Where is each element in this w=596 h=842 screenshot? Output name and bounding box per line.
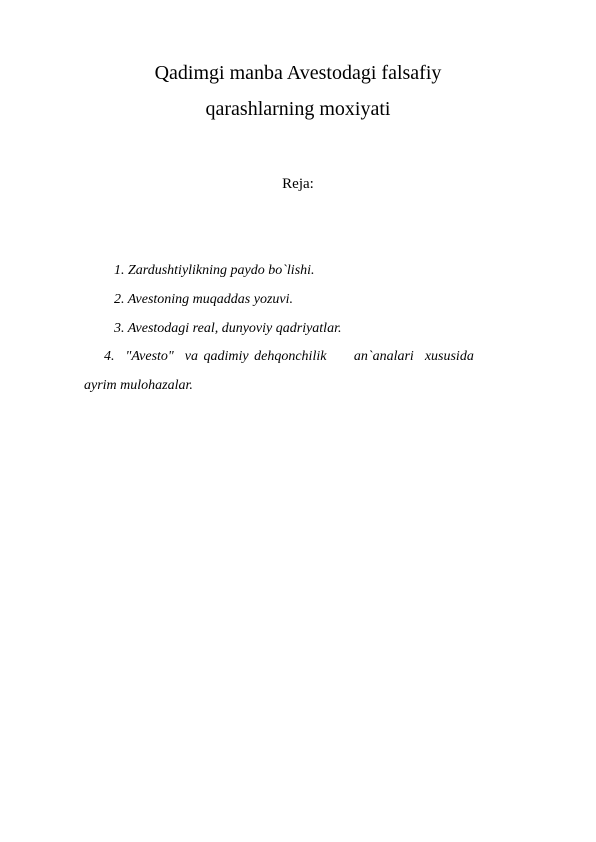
plan-heading: Reja: bbox=[282, 176, 314, 192]
plan-item-2: 2. Avestoning muqaddas yozuvi. bbox=[114, 292, 294, 307]
plan-item-4-continuation: ayrim mulohazalar. bbox=[84, 378, 193, 393]
plan-item-3: 3. Avestodagi real, dunyoviy qadriyatlar. bbox=[114, 321, 342, 336]
document-title-line-1: Qadimgi manba Avestodagi falsafiy bbox=[154, 62, 442, 84]
plan-item-4: 4. "Avesto" va qadimiy dehqonchilik an`analari xususida bbox=[104, 349, 474, 364]
plan-item-1: 1. Zardushtiylikning paydo bo`lishi. bbox=[114, 263, 315, 278]
document-title-line-2: qarashlarning moxiyati bbox=[205, 98, 391, 120]
